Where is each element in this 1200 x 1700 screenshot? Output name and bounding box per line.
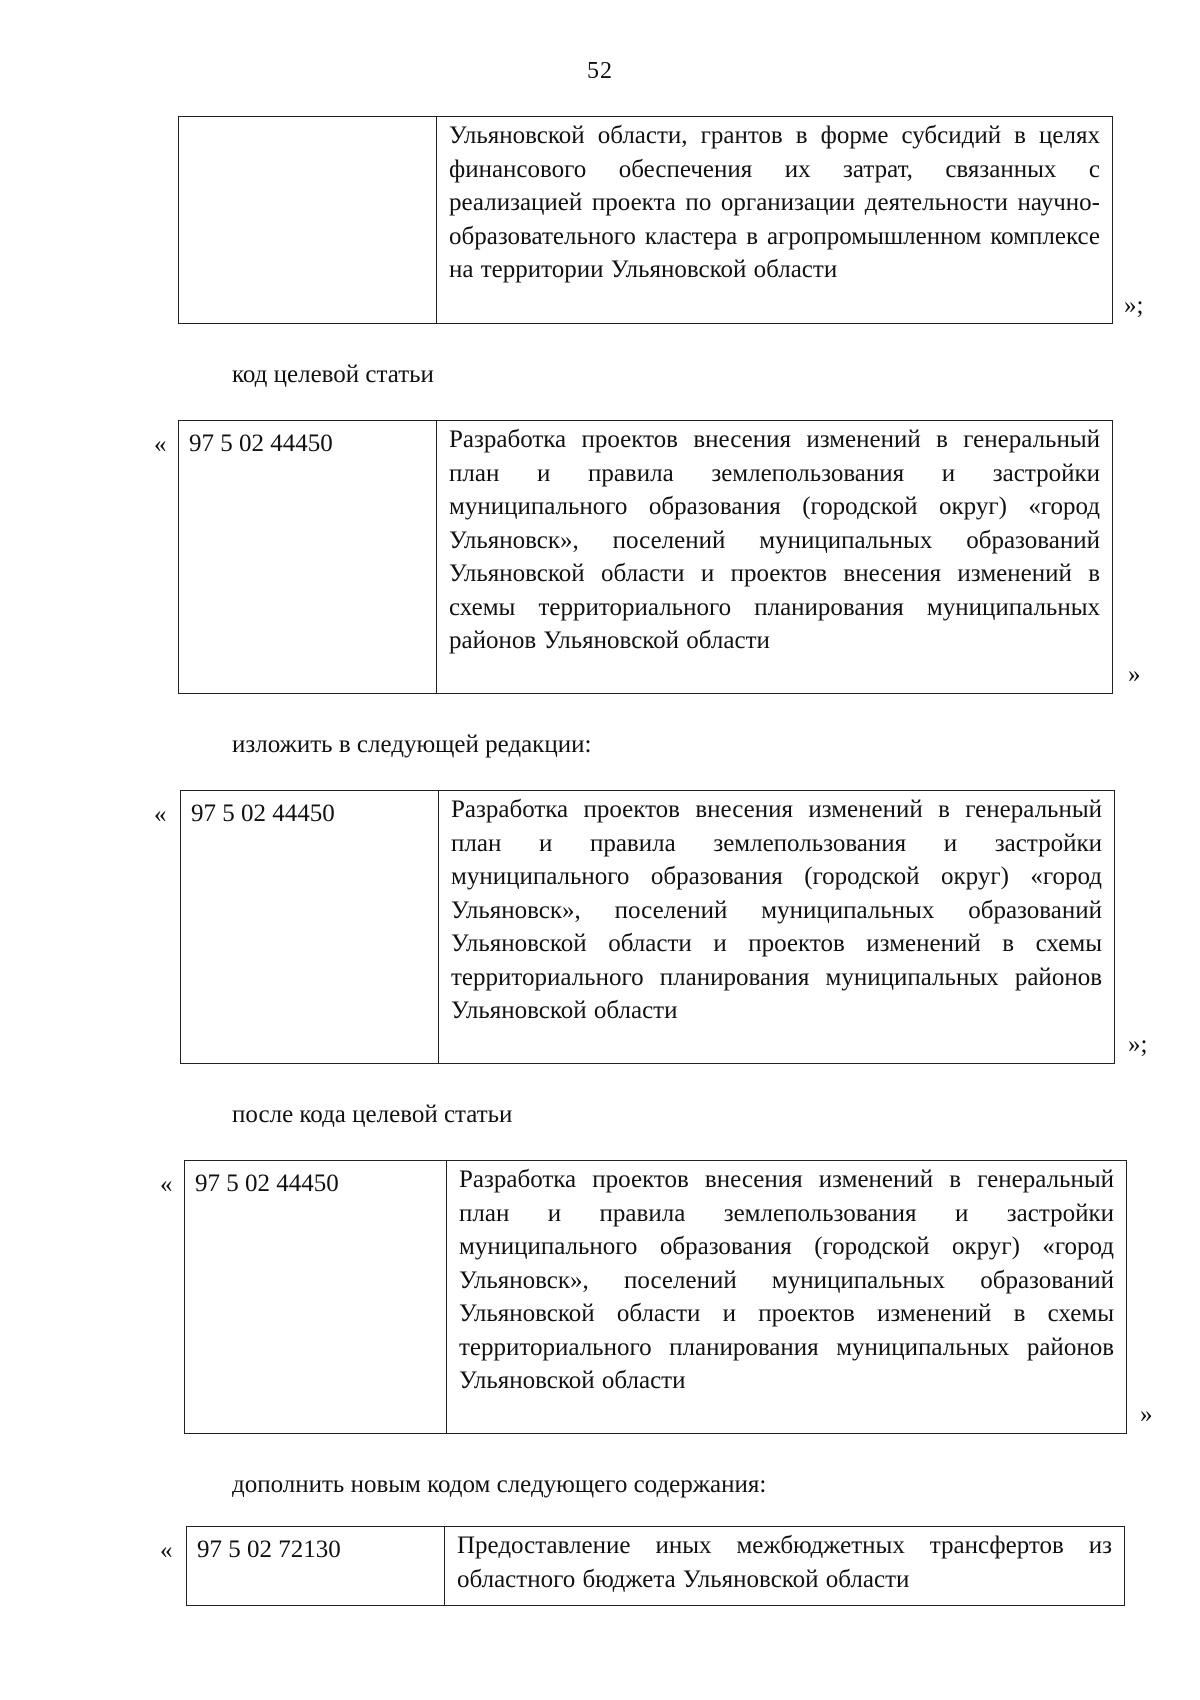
paragraph-target-code: код целевой статьи — [232, 361, 434, 388]
opening-quote: « — [160, 1537, 173, 1564]
closing-quote: » — [1140, 1401, 1153, 1428]
code-table-1 — [178, 420, 1113, 694]
code-table-3 — [184, 1160, 1127, 1434]
description-cell: Разработка проектов внесения изменений в генеральный план и правила землепользования и застройки муниципального образования (городской округ) «город Ульяновск», поселений муниципальных образований Ульяновской области и проектов внесения изменений в схемы территориального планирования муниципальных районов Ульяновской области — [437, 421, 1113, 694]
description-cell: Ульяновской области, грантов в форме субсидий в целях финансового обеспечения их затрат, связанных с реализацией проекта по организации деятельности научно-образовательного кластера в агропромышленном комплексе на территории Ульяновской области — [437, 117, 1113, 324]
code-table-0 — [178, 116, 1113, 324]
closing-quote: »; — [1124, 292, 1144, 319]
description-cell: Разработка проектов внесения изменений в генеральный план и правила землепользования и застройки муниципального образования (городской округ) «город Ульяновск», поселений муниципальных образований Ульяновской области и проектов изменений в схемы территориального планирования муниципальных районов Ульяновской области — [439, 791, 1115, 1064]
closing-quote: » — [1128, 661, 1141, 688]
opening-quote: « — [160, 1171, 173, 1198]
closing-quote: »; — [1128, 1031, 1148, 1058]
opening-quote: « — [154, 431, 167, 458]
page-number: 52 — [587, 58, 613, 84]
code-table-2 — [180, 790, 1115, 1064]
code-cell: 97 5 02 44450 — [185, 1161, 447, 1434]
opening-quote: « — [154, 801, 167, 828]
code-cell: 97 5 02 72130 — [187, 1527, 445, 1606]
code-cell — [179, 117, 437, 324]
paragraph-add-new-code: дополнить новым кодом следующего содержания: — [232, 1471, 767, 1498]
paragraph-new-edition: изложить в следующей редакции: — [232, 731, 592, 758]
code-table-4 — [186, 1526, 1125, 1606]
description-cell: Предоставление иных межбюджетных трансфертов из областного бюджета Ульяновской области — [445, 1527, 1125, 1606]
description-cell: Разработка проектов внесения изменений в генеральный план и правила землепользования и застройки муниципального образования (городской округ) «город Ульяновск», поселений муниципальных образований Ульяновской области и проектов изменений в схемы территориального планирования муниципальных районов Ульяновской области — [447, 1161, 1127, 1434]
paragraph-after-code: после кода целевой статьи — [232, 1101, 513, 1128]
code-cell: 97 5 02 44450 — [181, 791, 439, 1064]
code-cell: 97 5 02 44450 — [179, 421, 437, 694]
